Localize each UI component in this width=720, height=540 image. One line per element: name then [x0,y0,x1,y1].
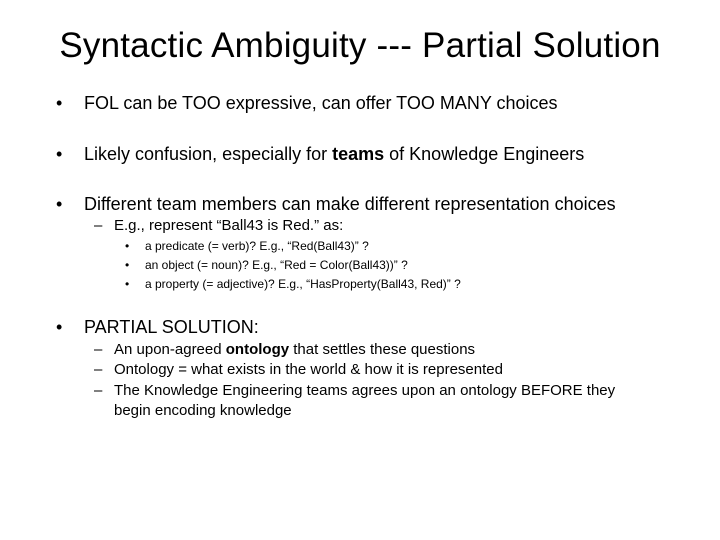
bullet-text-post: of Knowledge Engineers [384,144,585,164]
sub-sub-bullet-marker: • [125,239,130,253]
sub-sub-bullet-text: a predicate (= verb)? E.g., “Red(Ball43)” ? [145,239,369,253]
sub-sub-bullet-text: a property (= adjective)? E.g., “HasProperty(Ball43, Red)” ? [145,277,461,291]
sub-bullet-item [94,216,343,236]
sub-sub-bullet-marker: • [125,277,130,291]
bullet-marker: • [56,194,63,214]
sub-sub-bullet-marker: • [125,258,130,272]
sub-bullet-item [94,340,475,360]
bullet-marker: • [56,93,63,113]
sub-sub-bullet-item [125,276,461,292]
bullet-item [56,92,558,114]
sub-bullet-text: The Knowledge Engineering teams agrees upon an ontology BEFORE they begin encoding knowledge [114,382,616,419]
bullet-item [56,316,259,338]
sub-bullet-marker: – [94,361,103,378]
bullet-marker: • [56,317,63,337]
sub-sub-bullet-text: an object (= noun)? E.g., “Red = Color(Ball43))” ? [145,258,408,272]
bullet-marker: • [56,144,63,164]
sub-bullet-text: Ontology = what exists in the world & how it is represented [114,361,503,378]
bullet-text-pre: Likely confusion, especially for [84,144,333,164]
sub-bullet-marker: – [94,217,103,234]
slide-title: Syntactic Ambiguity --- Partial Solution [59,26,661,65]
sub-sub-bullet-item [125,238,369,254]
sub-sub-bullet-item [125,257,408,273]
sub-bullet-text-bold: ontology [225,341,290,358]
sub-bullet-item [94,381,654,421]
sub-bullet-text-pre: An upon-agreed [114,341,226,358]
sub-bullet-text-post: that settles these questions [289,341,476,358]
bullet-text-bold: teams [332,144,385,164]
bullet-text: Different team members can make different representation choices [84,194,616,214]
sub-bullet-marker: – [94,341,103,358]
bullet-text: FOL can be TOO expressive, can offer TOO MANY choices [84,93,558,113]
bullet-item [56,193,616,215]
bullet-item [56,143,584,165]
bullet-text: PARTIAL SOLUTION: [84,317,259,337]
sub-bullet-item [94,360,503,380]
sub-bullet-marker: – [94,382,103,399]
sub-bullet-text: E.g., represent “Ball43 is Red.” as: [114,217,344,234]
